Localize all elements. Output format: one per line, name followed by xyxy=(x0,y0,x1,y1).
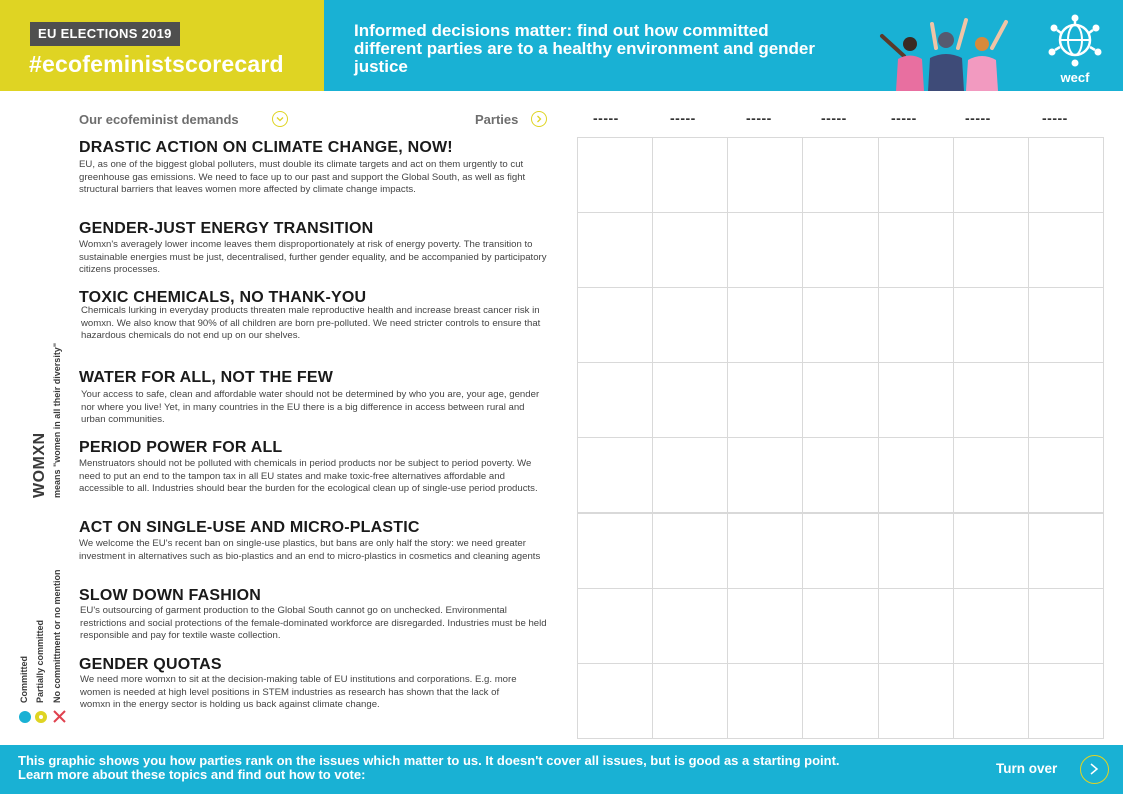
score-cell xyxy=(802,137,878,213)
score-cell xyxy=(652,437,728,513)
party-name: ----- xyxy=(891,110,917,126)
election-badge: EU ELECTIONS 2019 xyxy=(30,22,180,46)
score-cell xyxy=(953,287,1029,363)
score-cell xyxy=(577,362,653,438)
score-cell xyxy=(577,137,653,213)
committed-dot-icon xyxy=(19,711,31,723)
chevron-right-icon[interactable] xyxy=(531,111,547,127)
legend-partial-label: Partially committed xyxy=(35,619,45,703)
party-name: ----- xyxy=(965,110,991,126)
score-cell xyxy=(802,287,878,363)
demand-title: ACT ON SINGLE-USE AND MICRO-PLASTIC xyxy=(79,519,420,536)
demand-title: WATER FOR ALL, NOT THE FEW xyxy=(79,369,334,386)
demand-title: TOXIC CHEMICALS, NO THANK-YOU xyxy=(79,289,367,306)
tagline: Informed decisions matter: find out how committed different parties are to a healthy environment and gender justice xyxy=(354,21,815,76)
party-name: ----- xyxy=(670,110,696,126)
score-cell xyxy=(878,137,954,213)
score-cell xyxy=(953,588,1029,664)
score-cell xyxy=(953,212,1029,288)
score-cell xyxy=(878,513,954,589)
score-cell xyxy=(953,513,1029,589)
demand-description: Womxn's averagely lower income leaves them disproportionately at risk of energy poverty. The transition to sustainable energies must be just, decentralised, further gender equality, and be accompanied by participatory citizens processes. xyxy=(79,239,547,275)
demands-heading: Our ecofeminist demands xyxy=(79,112,239,127)
no-commitment-x-icon xyxy=(53,710,66,723)
demand-title: GENDER-JUST ENERGY TRANSITION xyxy=(79,220,374,237)
score-cell xyxy=(1028,212,1104,288)
score-cell xyxy=(652,212,728,288)
score-cell xyxy=(1028,588,1104,664)
score-cell xyxy=(652,513,728,589)
score-cell xyxy=(652,287,728,363)
wecf-logo xyxy=(1044,12,1106,84)
arrow-right-icon[interactable] xyxy=(1080,755,1109,784)
score-cell xyxy=(802,212,878,288)
chevron-down-icon[interactable] xyxy=(272,111,288,127)
legend-committed-label: Committed xyxy=(19,656,29,703)
score-cell xyxy=(727,287,803,363)
demand-title: DRASTIC ACTION ON CLIMATE CHANGE, NOW! xyxy=(79,139,453,156)
score-cell xyxy=(1028,287,1104,363)
demand-description: We need more womxn to sit at the decision-making table of EU institutions and corporations. E.g. more women is needed at high level positions in STEM industries as research has shown that the lack of womxn in the energy sector is holding us back against climate change. xyxy=(80,674,517,710)
score-cell xyxy=(802,588,878,664)
score-cell xyxy=(577,663,653,739)
party-name: ----- xyxy=(821,110,847,126)
womxn-label: WOMXN xyxy=(31,432,48,498)
score-cell xyxy=(652,362,728,438)
demand-description: Your access to safe, clean and affordable water should not be determined by who you are, your age, gender nor where you live! Yet, in many countries in the EU there is a big difference in access between rural and urban communities. xyxy=(81,389,540,425)
score-cell xyxy=(802,513,878,589)
score-cell xyxy=(953,437,1029,513)
score-cell xyxy=(1028,362,1104,438)
demand-description: EU's outsourcing of garment production to the Global South cannot go on unchecked. Environmental restrictions and social protections of the female-dominated workforce are disregarded. Industries must be held responsible and pay for textile waste collection. xyxy=(80,605,547,641)
demand-description: We welcome the EU's recent ban on single-use plastics, but bans are only half the story: we need greater investment in alternatives such as bio-plastics and an end to micro-plastics in cosmetics and cleaning agents xyxy=(79,538,541,562)
score-cell xyxy=(878,663,954,739)
score-cell xyxy=(802,362,878,438)
demand-title: SLOW DOWN FASHION xyxy=(79,587,262,604)
turn-over-link[interactable]: Turn over xyxy=(996,761,1058,776)
header-left-panel xyxy=(0,0,324,91)
demand-title: PERIOD POWER FOR ALL xyxy=(79,439,283,456)
score-grid xyxy=(577,137,1103,737)
score-cell xyxy=(577,588,653,664)
score-cell xyxy=(1028,513,1104,589)
score-cell xyxy=(652,137,728,213)
hashtag-title: #ecofeministscorecard xyxy=(29,51,284,77)
score-cell xyxy=(652,588,728,664)
score-cell xyxy=(727,212,803,288)
demand-title: GENDER QUOTAS xyxy=(79,656,222,673)
score-cell xyxy=(727,513,803,589)
legend-none-label: No committment or no mention xyxy=(52,569,62,703)
score-cell xyxy=(727,588,803,664)
partial-ring-icon xyxy=(35,711,47,723)
women-illustration xyxy=(874,14,1014,91)
score-cell xyxy=(1028,437,1104,513)
score-cell xyxy=(878,287,954,363)
score-cell xyxy=(1028,663,1104,739)
score-cell xyxy=(727,437,803,513)
score-cell xyxy=(727,362,803,438)
parties-heading: Parties xyxy=(475,112,519,127)
demand-description: EU, as one of the biggest global polluters, must double its climate targets and act on them urgently to cut greenhouse gas emissions. We need to face up to our past and support the Global South, as well as fight structural barriers that leaves women more affected by climate change impacts. xyxy=(79,159,526,195)
demand-description: Menstruators should not be polluted with chemicals in period products nor be subject to period poverty. We need to put an end to the tampon tax in all EU states and make toxic-free alternatives affordable and accessible to all. Industries should bear the burden for the ecological clean up of single-use period products. xyxy=(79,458,538,494)
party-name: ----- xyxy=(746,110,772,126)
header-right-panel xyxy=(324,0,1123,91)
womxn-definition: means "women in all their diversity" xyxy=(52,342,62,498)
footer-bar xyxy=(0,745,1123,794)
party-name: ----- xyxy=(1042,110,1068,126)
wecf-globe-icon xyxy=(1044,12,1106,68)
score-cell xyxy=(802,437,878,513)
logo-label: wecf xyxy=(1060,70,1090,85)
score-cell xyxy=(878,588,954,664)
score-cell xyxy=(577,513,653,589)
score-cell xyxy=(1028,137,1104,213)
score-cell xyxy=(953,137,1029,213)
score-cell xyxy=(652,663,728,739)
score-cell xyxy=(802,663,878,739)
score-cell xyxy=(878,362,954,438)
score-cell xyxy=(878,437,954,513)
party-name: ----- xyxy=(593,110,619,126)
footer-text: This graphic shows you how parties rank on the issues which matter to us. It doesn't cover all issues, but is good as a starting point. Learn more about these topics and find out how to vote: xyxy=(18,753,840,782)
score-cell xyxy=(577,437,653,513)
score-cell xyxy=(577,287,653,363)
score-cell xyxy=(727,663,803,739)
demand-description: Chemicals lurking in everyday products threaten male reproductive health and increase breast cancer risk in womxn. We also know that 90% of all children are born pre-polluted. We need stricter controls to ensure that hazardous chemicals do not end up on our shelves. xyxy=(81,305,541,341)
score-cell xyxy=(953,663,1029,739)
score-cell xyxy=(878,212,954,288)
score-cell xyxy=(727,137,803,213)
score-cell xyxy=(577,212,653,288)
score-cell xyxy=(953,362,1029,438)
